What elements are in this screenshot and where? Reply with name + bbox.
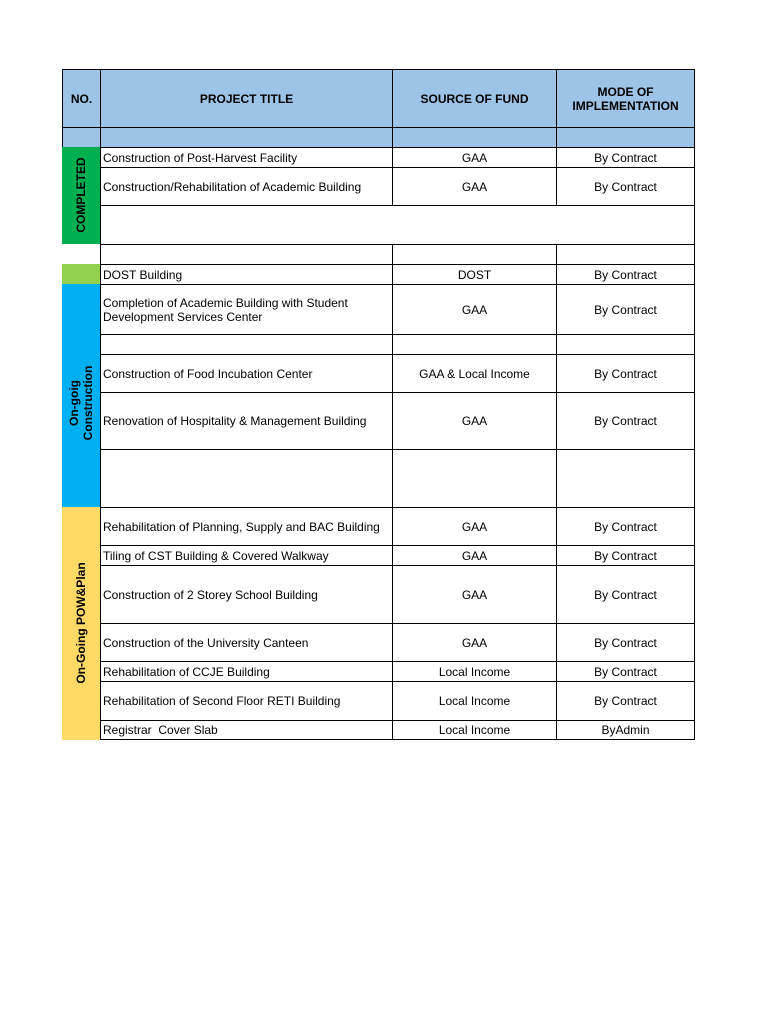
source-of-fund-cell: GAA xyxy=(392,623,557,662)
header-mode-line1: MODE OF xyxy=(597,84,654,99)
header-mode-line2: IMPLEMENTATION xyxy=(572,98,679,113)
blank-cell xyxy=(100,449,393,508)
mode-cell: By Contract xyxy=(556,147,695,168)
blank-cell xyxy=(556,449,695,508)
mode-cell: By Contract xyxy=(556,507,695,546)
project-title-cell: Construction of Post-Harvest Facility xyxy=(100,147,393,168)
spacer-row xyxy=(100,205,695,245)
project-title-cell: Rehabilitation of Second Floor RETI Building xyxy=(100,681,393,721)
subheader-blank xyxy=(392,127,557,148)
source-of-fund-cell: GAA xyxy=(392,147,557,168)
mode-cell: By Contract xyxy=(556,661,695,682)
blank-cell xyxy=(100,334,393,355)
project-title-cell: Construction of Food Incubation Center xyxy=(100,354,393,393)
project-title-cell xyxy=(100,284,393,335)
project-title-cell: DOST Building xyxy=(100,264,393,285)
source-of-fund-cell: Local Income xyxy=(392,681,557,721)
mode-cell: By Contract xyxy=(556,264,695,285)
project-title-cell: Construction of the University Canteen xyxy=(100,623,393,662)
project-title-cell: Renovation of Hospitality & Management Building xyxy=(100,392,393,450)
project-title-cell: Rehabilitation of CCJE Building xyxy=(100,661,393,682)
header-source-of-fund: SOURCE OF FUND xyxy=(392,69,557,128)
blank-cell xyxy=(100,244,393,265)
blank-cell xyxy=(392,334,557,355)
subheader-blank xyxy=(100,127,393,148)
header-mode-of-implementation xyxy=(556,69,695,128)
subheader-blank xyxy=(556,127,695,148)
mode-cell: By Contract xyxy=(556,167,695,206)
project-title-line2: Development Services Center xyxy=(103,309,263,324)
blank-cell xyxy=(556,244,695,265)
blank-cell xyxy=(392,244,557,265)
source-of-fund-cell: DOST xyxy=(392,264,557,285)
mode-cell: By Contract xyxy=(556,284,695,335)
group-label-ongoing-construction-line1: On-goig xyxy=(67,380,81,426)
source-of-fund-cell: Local Income xyxy=(392,720,557,740)
group-label-ongoing-pow: On-Going POW&Plan xyxy=(74,562,88,684)
source-of-fund-cell: GAA xyxy=(392,507,557,546)
source-of-fund-cell: GAA xyxy=(392,167,557,206)
group-label-ongoing-construction-line2: Construction xyxy=(81,365,95,441)
source-of-fund-cell: GAA & Local Income xyxy=(392,354,557,393)
project-title-cell: Registrar Cover Slab xyxy=(100,720,393,740)
mode-cell: By Contract xyxy=(556,392,695,450)
mode-cell: By Contract xyxy=(556,545,695,566)
source-of-fund-cell: GAA xyxy=(392,565,557,624)
source-of-fund-cell: GAA xyxy=(392,392,557,450)
mode-cell: By Contract xyxy=(556,354,695,393)
header-project-title: PROJECT TITLE xyxy=(100,69,393,128)
source-of-fund-cell: GAA xyxy=(392,545,557,566)
source-of-fund-cell: GAA xyxy=(392,284,557,335)
mode-cell: By Contract xyxy=(556,623,695,662)
project-title-cell: Construction of 2 Storey School Building xyxy=(100,565,393,624)
blank-cell xyxy=(392,449,557,508)
project-title-line1: Completion of Academic Building with Student xyxy=(103,295,348,310)
mode-cell: By Contract xyxy=(556,681,695,721)
mode-cell: By Contract xyxy=(556,565,695,624)
group-label-ongoing-construction xyxy=(66,353,96,453)
group-marker-dost xyxy=(62,264,100,284)
header-no: NO. xyxy=(62,69,101,128)
group-label-completed: COMPLETED xyxy=(74,157,88,233)
blank-cell xyxy=(556,334,695,355)
project-title-cell: Tiling of CST Building & Covered Walkway xyxy=(100,545,393,566)
project-title-cell: Construction/Rehabilitation of Academic Building xyxy=(100,167,393,206)
source-of-fund-cell: Local Income xyxy=(392,661,557,682)
project-title-cell: Rehabilitation of Planning, Supply and BAC Building xyxy=(100,507,393,546)
mode-cell: ByAdmin xyxy=(556,720,695,740)
